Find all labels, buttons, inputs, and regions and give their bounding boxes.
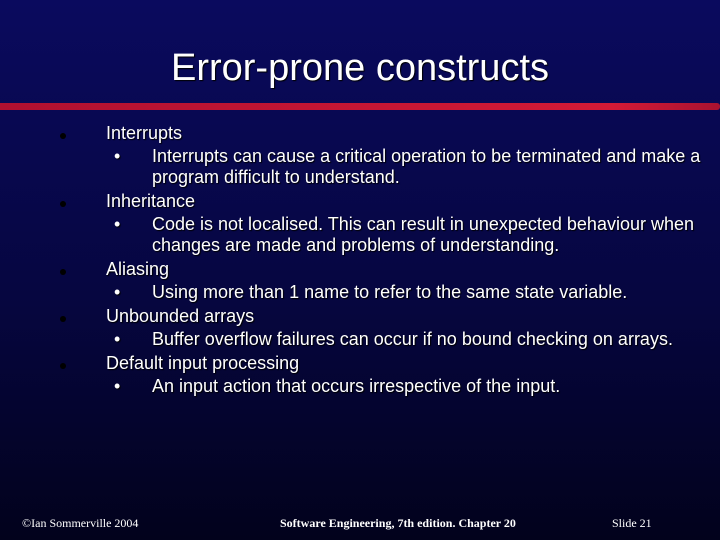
bullet-label: Interrupts [106, 123, 183, 143]
bullet-item [60, 123, 710, 188]
bullet-dot-icon [60, 201, 66, 207]
sub-bullet-item [106, 376, 710, 397]
bullet-label: Unbounded arrays [106, 306, 255, 326]
bullet-dot-icon [60, 363, 66, 369]
sub-bullet-icon: • [114, 214, 121, 234]
sub-bullet-item [106, 329, 710, 350]
bullet-list [60, 123, 710, 400]
bullet-dot-icon [60, 316, 66, 322]
sub-bullet-text: Code is not localised. This can result in unexpected behaviour when changes are made and problems of understanding. [152, 214, 694, 255]
sub-bullet-item [106, 282, 710, 303]
bullet-label: Inheritance [106, 191, 196, 211]
bullet-item [60, 259, 710, 303]
footer-book-title: Software Engineering, 7th edition. Chapter 20 [280, 516, 516, 530]
bullet-item [60, 191, 710, 256]
bullet-dot-icon [60, 133, 66, 139]
sub-bullet-text: Buffer overflow failures can occur if no bound checking on arrays. [152, 329, 673, 349]
bullet-item [60, 306, 710, 350]
bullet-label: Aliasing [106, 259, 170, 279]
sub-bullet-text: Interrupts can cause a critical operation to be terminated and make a program difficult to understand. [152, 146, 701, 187]
sub-bullet-icon: • [114, 282, 121, 302]
sub-bullet-item [106, 146, 710, 188]
bullet-item [60, 353, 710, 397]
sub-bullet-icon: • [114, 376, 121, 396]
title-underline [0, 103, 720, 110]
bullet-label: Default input processing [106, 353, 300, 373]
footer-copyright: ©Ian Sommerville 2004 [22, 516, 139, 530]
sub-bullet-icon: • [114, 146, 121, 166]
bullet-dot-icon [60, 269, 66, 275]
sub-bullet-text: Using more than 1 name to refer to the same state variable. [152, 282, 628, 302]
sub-bullet-item [106, 214, 710, 256]
sub-bullet-icon: • [114, 329, 121, 349]
sub-bullet-text: An input action that occurs irrespective of the input. [152, 376, 561, 396]
footer-slide-number: Slide 21 [612, 516, 652, 530]
slide-title: Error-prone constructs [170, 47, 549, 89]
